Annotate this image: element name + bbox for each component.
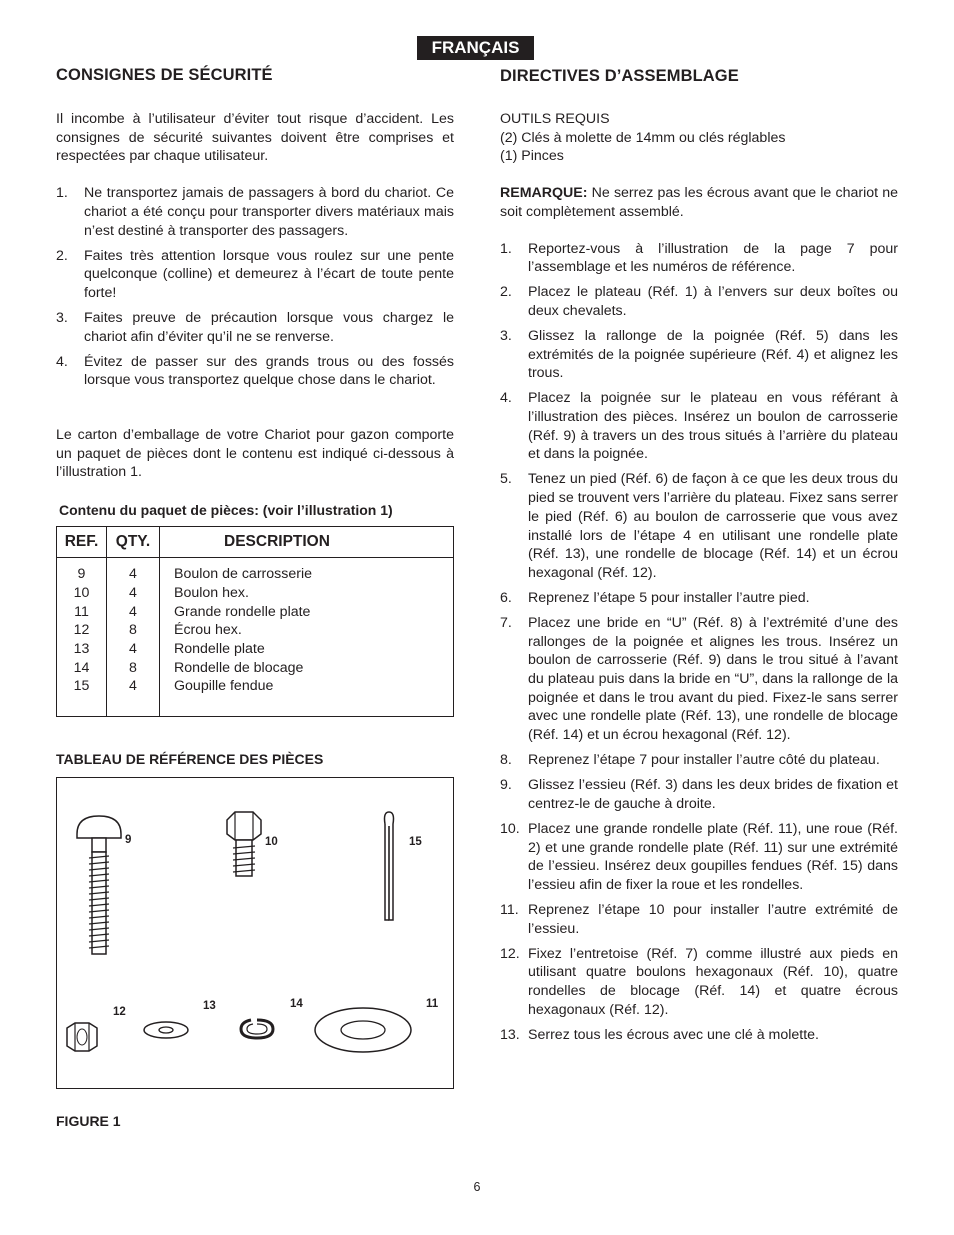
safety-list xyxy=(56,184,454,390)
assembly-steps xyxy=(500,240,898,1045)
safety-title: CONSIGNES DE SÉCURITÉ xyxy=(56,66,273,84)
col-header-ref: REF. xyxy=(57,527,107,558)
table-cell: Boulon hex. xyxy=(174,584,249,601)
list-item: 10. Placez une grande rondelle plate (Réf. 11), une roue (Réf. 2) et une grande rondelle plate (Réf. 11) sur une extrémité de l’essieu. Insérez deux goupilles fendues (Réf. 15) dans l’essieu afin de fixer la roue et les rondelles. xyxy=(500,820,898,893)
list-item: 9. Glissez l’essieu (Réf. 3) dans les deux brides de fixation et centrez-le de gauche à droite. xyxy=(500,777,898,812)
label-large-washer-11: 11 xyxy=(426,997,439,1010)
qty-column xyxy=(107,558,160,717)
parts-figure xyxy=(56,777,454,1089)
list-item: 3. Glissez la rallonge de la poignée (Réf. 5) dans les extrémités de la poignée supérieure (Réf. 4) et alignez les trous. xyxy=(500,327,898,382)
lock-washer-icon xyxy=(237,1016,277,1042)
note-label: REMARQUE: xyxy=(500,185,588,202)
tools-line: (2) Clés à molette de 14mm ou clés réglables xyxy=(500,129,786,146)
description-column xyxy=(160,558,454,717)
right-column xyxy=(500,66,898,1051)
label-hex-bolt-10: 10 xyxy=(265,835,278,848)
package-heading: Contenu du paquet de pièces: (voir l’illustration 1) xyxy=(59,502,393,519)
list-item: 3. Faites preuve de précaution lorsque vous chargez le chariot afin d’éviter qu’il ne se renverse. xyxy=(56,309,454,345)
hex-bolt-icon xyxy=(221,808,267,880)
ref-column xyxy=(57,558,107,717)
table-cell: 15 xyxy=(73,678,90,695)
list-item: 11. Reprenez l’étape 10 pour installer l’autre extrémité de l’essieu. xyxy=(500,901,898,937)
table-cell: 10 xyxy=(73,584,90,601)
table-cell: Grande rondelle plate xyxy=(174,603,311,620)
cotter-pin-icon xyxy=(375,808,405,928)
reference-table-heading: TABLEAU DE RÉFÉRENCE DES PIÈCES xyxy=(56,750,324,767)
assembly-note xyxy=(500,184,898,221)
flat-washer-icon xyxy=(141,1018,191,1042)
list-item: 8. Reprenez l’étape 7 pour installer l’autre côté du plateau. xyxy=(500,752,880,769)
list-item: 5. Tenez un pied (Réf. 6) de façon à ce que les deux trous du pied se trouvent vers l’arrière du plateau. Fixez sans serrer le pied (Réf. 6) au boulon de carrosserie que vous avez installé lors de l’étape 4 en utilisant une rondelle plate (Réf. 13), une rondelle de blocage (Réf. 14) et un écrou hexagonal (Réf. 12). xyxy=(500,471,898,581)
table-cell: 8 xyxy=(129,659,137,676)
list-item: 13. Serrez tous les écrous avec une clé à molette. xyxy=(500,1026,819,1043)
parts-table xyxy=(56,526,454,717)
table-cell: 8 xyxy=(129,622,137,639)
page-number: 6 xyxy=(473,1180,481,1194)
label-cotter-pin-15: 15 xyxy=(409,835,422,848)
table-cell: 12 xyxy=(73,622,90,639)
safety-intro: Il incombe à l’utilisateur d’éviter tout risque d’accident. Les consignes de sécurité suivantes doivent être comprises et respectées par chaque utilisateur. xyxy=(56,111,454,165)
table-cell: Rondelle de blocage xyxy=(174,659,304,676)
figure-caption: FIGURE 1 xyxy=(56,1112,121,1129)
tools-line: (1) Pinces xyxy=(500,148,564,165)
note-text: Ne serrez pas les écrous avant que le chariot ne soit complètement assemblé. xyxy=(500,185,898,220)
list-item: 2. Faites très attention lorsque vous roulez sur une pente quelconque (colline) et demeurez à l’écart de toute pente forte! xyxy=(56,247,454,301)
list-item: 4. Placez la poignée sur le plateau en vous référant à l’illustration des pièces. Insérez un boulon de carrosserie (Réf. 9) à travers un des trous situés à l’arrière du plateau et dans la poignée. xyxy=(500,390,898,463)
table-cell: Écrou hex. xyxy=(174,622,242,639)
table-cell: 4 xyxy=(129,678,137,695)
label-nut-12: 12 xyxy=(113,1005,126,1018)
list-item: 12. Fixez l’entretoise (Réf. 7) comme illustré aux pieds en utilisant quatre boulons hexagonaux (Réf. 10), quatre rondelles de blocage (Réf. 14) et quatre écrous hexagonaux (Réf. 12). xyxy=(500,945,898,1018)
list-item: 2. Placez le plateau (Réf. 1) à l’envers sur deux boîtes ou deux chevalets. xyxy=(500,284,898,319)
list-item: 6. Reprenez l’étape 5 pour installer l’autre pied. xyxy=(500,589,810,606)
carriage-bolt-icon xyxy=(71,810,127,960)
carton-text: Le carton d’emballage de votre Chariot pour gazon comporte un paquet de pièces dont le contenu est indiqué ci-dessous à l’illustration 1. xyxy=(56,427,454,481)
table-cell: 4 xyxy=(129,603,137,620)
language-badge: FRANÇAIS xyxy=(417,36,534,60)
table-cell: 11 xyxy=(74,603,89,620)
left-column xyxy=(56,66,454,1129)
label-lock-washer-14: 14 xyxy=(290,997,303,1010)
assembly-title: DIRECTIVES D’ASSEMBLAGE xyxy=(500,67,739,85)
tools-line: OUTILS REQUIS xyxy=(500,111,610,127)
hex-nut-icon xyxy=(63,1020,101,1054)
table-cell: Goupille fendue xyxy=(174,678,274,695)
list-item: 7. Placez une bride en “U” (Réf. 8) à l’extrémité d’une des rallonges de la poignée et alignes les trous. Insérez un boulon de carrosserie (Réf. 9) dans le trou situé à l’avant du plateau puis dans la bride en “U”, dans la rallonge de la poignée et dans le trou avant du pied. Fixez-le sans serrer avec une rondelle plate (Réf. 13), une rondelle de blocage (Réf. 14) et un écrou hexagonal (Réf. 12). xyxy=(500,614,898,744)
table-cell: 4 xyxy=(129,566,137,583)
table-cell: 4 xyxy=(129,584,137,601)
table-cell: 4 xyxy=(129,640,137,657)
list-item: 4. Évitez de passer sur des grands trous ou des fossés lorsque vous transportez quelque chose dans le chariot. xyxy=(56,353,454,389)
large-washer-icon xyxy=(311,1004,415,1056)
label-flat-washer-13: 13 xyxy=(203,999,216,1012)
label-bolt-9: 9 xyxy=(125,833,132,846)
table-cell: Rondelle plate xyxy=(174,640,265,657)
list-item: 1. Ne transportez jamais de passagers à bord du chariot. Ce chariot a été conçu pour transporter divers matériaux mais n’est destiné à transporter des passagers. xyxy=(56,185,454,239)
tools-list xyxy=(500,110,898,166)
table-cell: Boulon de carrosserie xyxy=(174,566,313,583)
list-item: 1. Reportez-vous à l’illustration de la page 7 pour l’assemblage et les numéros de référence. xyxy=(500,240,898,276)
col-header-description: DESCRIPTION xyxy=(160,527,454,558)
table-cell: 14 xyxy=(73,659,90,676)
col-header-qty: QTY. xyxy=(107,527,160,558)
table-cell: 9 xyxy=(77,566,86,583)
table-cell: 13 xyxy=(73,640,90,657)
